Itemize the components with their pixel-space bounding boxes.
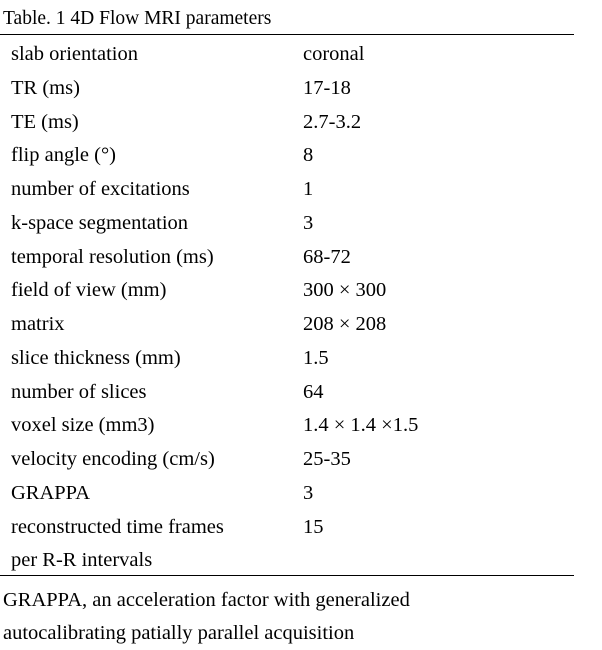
parameter-value: 64 (303, 380, 324, 403)
table-row (0, 206, 574, 240)
footnote-line: GRAPPA, an acceleration factor with generalized (3, 589, 410, 611)
parameter-value: 15 (303, 515, 324, 538)
table-row (0, 341, 574, 375)
parameter-name: slice thickness (mm) (11, 346, 181, 369)
parameter-name: TR (ms) (11, 76, 80, 99)
parameter-name: slab orientation (11, 43, 138, 65)
parameter-name: k-space segmentation (11, 211, 189, 234)
table-caption: Table. 1 4D Flow MRI parameters (3, 8, 272, 29)
parameter-value: 3 (303, 481, 314, 504)
parameter-value: 2.7-3.2 (303, 110, 362, 133)
parameter-name: TE (ms) (11, 110, 79, 133)
parameter-name: reconstructed time frames (11, 515, 224, 538)
table-footnote (3, 584, 574, 650)
table-row (0, 543, 574, 577)
table-top-rule (0, 34, 574, 35)
table-row (0, 442, 574, 476)
parameter-name: flip angle (°) (11, 144, 116, 167)
parameter-name: per R-R intervals (11, 549, 153, 572)
table-row (0, 510, 574, 544)
parameter-value: 68-72 (303, 245, 351, 268)
table-row (0, 273, 574, 307)
parameter-name: number of slices (11, 380, 147, 403)
parameter-value: 25-35 (303, 448, 351, 470)
table-row (0, 105, 574, 139)
table-row (0, 138, 574, 172)
footnote-line: autocalibrating patially parallel acquisition (3, 622, 355, 644)
table-row (0, 37, 574, 71)
table-row (0, 408, 574, 442)
parameter-value: 1 (303, 178, 314, 200)
table-bottom-rule (0, 575, 574, 576)
parameter-value: 8 (303, 144, 314, 167)
parameter-value: 1.5 (303, 346, 329, 369)
parameter-value: 17-18 (303, 76, 351, 99)
parameter-value: 300 × 300 (303, 279, 387, 302)
parameter-name: matrix (11, 313, 65, 335)
parameter-name: field of view (mm) (11, 279, 167, 302)
parameter-name: GRAPPA (11, 481, 91, 504)
table-row (0, 240, 574, 274)
table-row (0, 307, 574, 341)
table-row (0, 172, 574, 206)
table-row (0, 476, 574, 510)
parameter-value: coronal (303, 43, 365, 65)
table-row (0, 71, 574, 105)
parameter-table (0, 37, 574, 577)
parameter-value: 3 (303, 211, 314, 234)
parameter-value: 1.4 × 1.4 ×1.5 (303, 414, 419, 437)
parameter-name: number of excitations (11, 178, 190, 200)
table-row (0, 375, 574, 409)
parameter-value: 208 × 208 (303, 313, 387, 335)
parameter-name: voxel size (mm3) (11, 414, 155, 437)
parameter-name: velocity encoding (cm/s) (11, 448, 215, 470)
parameter-name: temporal resolution (ms) (11, 245, 214, 268)
